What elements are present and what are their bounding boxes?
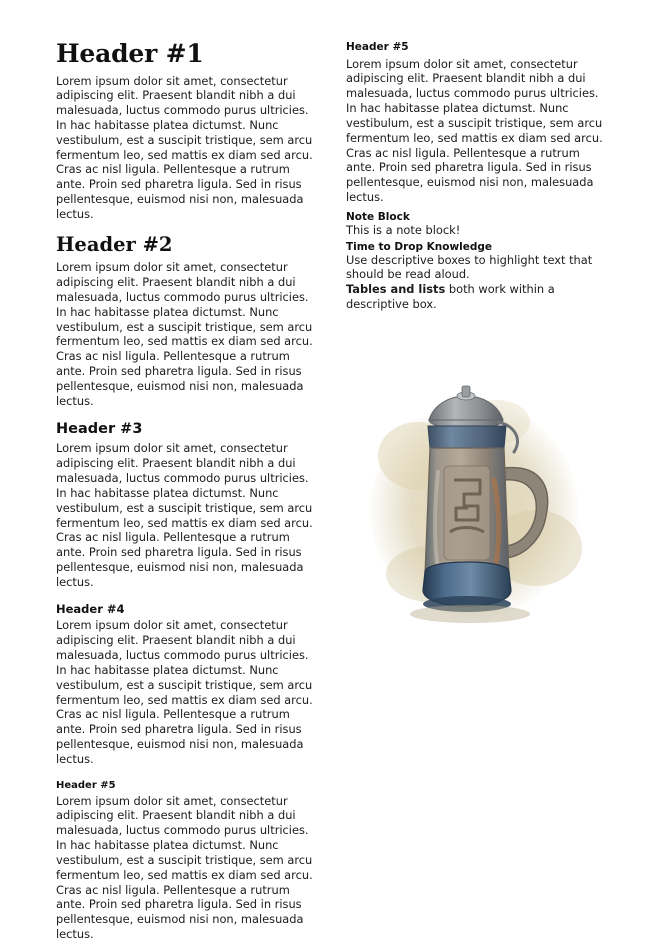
heading-level-1: Header #1 — [56, 39, 204, 68]
note-block — [346, 211, 608, 238]
descriptive-box-footer — [346, 282, 608, 312]
beer-stein-illustration — [346, 360, 608, 660]
note-block-text: This is a note block! — [346, 222, 461, 237]
body-paragraph-4: Lorem ipsum dolor sit amet, consectetur adipiscing elit. Praesent blandit nibh a dui malesuada, luctus commodo purus ultricies. In hac habitasse platea dictumst. Nunc vestibulum, est a suscipit tristique, sem arcu fermentum leo, sed mattis ex diam sed arcu. Cras ac nisl ligula. Pellentesque a rutrum ante. Proin sed pharetra ligula. Sed in risus pellentesque, euismod nisi non, malesuada lectus. — [56, 618, 313, 766]
stein-neck — [428, 426, 506, 448]
body-paragraph-1: Lorem ipsum dolor sit amet, consectetur adipiscing elit. Praesent blandit nibh a dui malesuada, luctus commodo purus ultricies. In hac habitasse platea dictumst. Nunc vestibulum, est a suscipit tristique, sem arcu fermentum leo, sed mattis ex diam sed arcu. Cras ac nisl ligula. Pellentesque a rutrum ante. Proin sed pharetra ligula. Sed in risus pellentesque, euismod nisi non, malesuada lectus. — [56, 73, 313, 221]
right-body-paragraph: Lorem ipsum dolor sit amet, consectetur adipiscing elit. Praesent blandit nibh a dui malesuada, luctus commodo purus ultricies. In hac habitasse platea dictumst. Nunc vestibulum, est a suscipit tristique, sem arcu fermentum leo, sed mattis ex diam sed arcu. Cras ac nisl ligula. Pellentesque a rutrum ante. Proin sed pharetra ligula. Sed in risus pellentesque, euismod nisi non, malesuada lectus. — [346, 56, 603, 204]
descriptive-box — [346, 241, 608, 312]
heading-level-2: Header #2 — [56, 232, 173, 256]
heading-level-4: Header #4 — [56, 601, 125, 616]
descriptive-box-bold-lead: Tables and lists — [346, 282, 446, 297]
left-column — [56, 40, 318, 944]
descriptive-box-rest: both work within a descriptive box. — [346, 282, 555, 312]
right-heading-level-5: Header #5 — [346, 41, 409, 53]
note-block-title: Note Block — [346, 210, 410, 223]
right-column — [346, 40, 608, 660]
body-paragraph-2: Lorem ipsum dolor sit amet, consectetur adipiscing elit. Praesent blandit nibh a dui malesuada, luctus commodo purus ultricies. In hac habitasse platea dictumst. Nunc vestibulum, est a suscipit tristique, sem arcu fermentum leo, sed mattis ex diam sed arcu. Cras ac nisl ligula. Pellentesque a rutrum ante. Proin sed pharetra ligula. Sed in risus pellentesque, euismod nisi non, malesuada lectus. — [56, 260, 313, 408]
shadow — [410, 605, 530, 623]
body-paragraph-5: Lorem ipsum dolor sit amet, consectetur adipiscing elit. Praesent blandit nibh a dui malesuada, luctus commodo purus ultricies. In hac habitasse platea dictumst. Nunc vestibulum, est a suscipit tristique, sem arcu fermentum leo, sed mattis ex diam sed arcu. Cras ac nisl ligula. Pellentesque a rutrum ante. Proin sed pharetra ligula. Sed in risus pellentesque, euismod nisi non, malesuada lectus. — [56, 793, 313, 942]
heading-level-5: Header #5 — [56, 779, 116, 791]
body-paragraph-3: Lorem ipsum dolor sit amet, consectetur adipiscing elit. Praesent blandit nibh a dui malesuada, luctus commodo purus ultricies. In hac habitasse platea dictumst. Nunc vestibulum, est a suscipit tristique, sem arcu fermentum leo, sed mattis ex diam sed arcu. Cras ac nisl ligula. Pellentesque a rutrum ante. Proin sed pharetra ligula. Sed in risus pellentesque, euismod nisi non, malesuada lectus. — [56, 441, 313, 589]
two-column-layout — [56, 39, 618, 942]
descriptive-box-text: Use descriptive boxes to highlight text that should be read aloud. — [346, 252, 593, 282]
descriptive-box-subtitle: Time to Drop Knowledge — [346, 240, 493, 253]
heading-level-3: Header #3 — [56, 420, 143, 437]
stein-base — [423, 562, 511, 612]
